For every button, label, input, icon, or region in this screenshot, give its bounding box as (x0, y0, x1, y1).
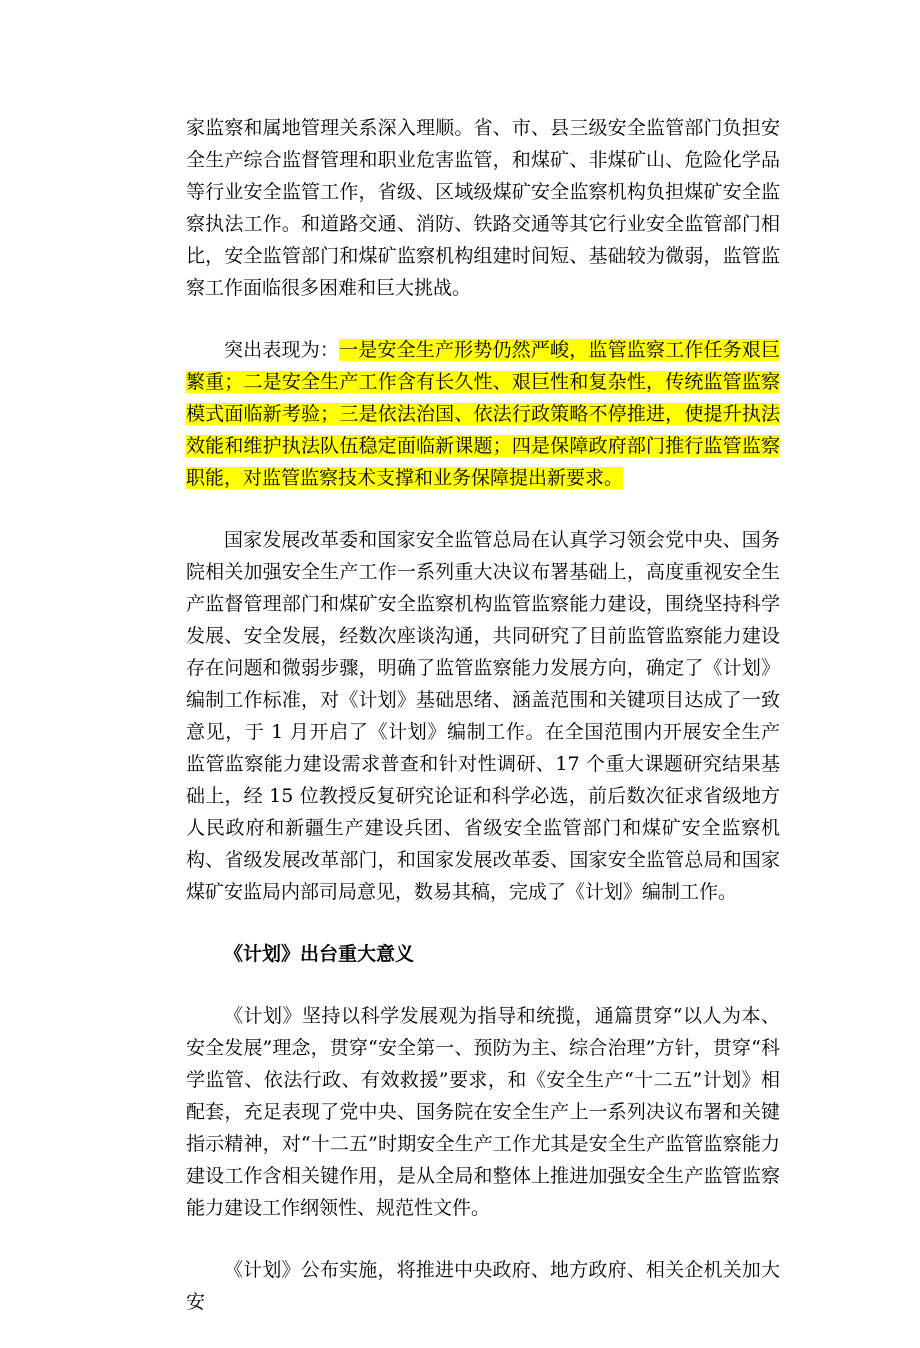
section-heading: 《计划》出台重大意义 (224, 943, 415, 965)
highlighted-text: 一是安全生产形势仍然严峻，监管监察工作任务艰巨繁重；二是安全生产工作含有长久性、艰巨性和复杂性，传统监管监察模式面临新考验；三是依法治国、依法行政策略不停推进，使提升执法效能和维护执法队伍稳定面临新课题；四是保障政府部门推行监管监察职能，对监管监察技术支撑和业务保障提出新要求。 (186, 339, 780, 489)
paragraph-plan-implementation: 《计划》公布实施，将推进中央政府、地方政府、相关企机关加大安 (186, 1259, 780, 1313)
paragraph-prominent-issues (186, 334, 780, 494)
paragraph-lead-text: 突出表现为： (224, 339, 340, 361)
paragraph-supervision-relationship: 家监察和属地管理关系深入理顺。省、市、县三级安全监管部门负担安全生产综合监督管理和职业危害监管，和煤矿、非煤矿山、危险化学品等行业安全监管工作，省级、区域级煤矿安全监察机构负担煤矿安全监察执法工作。和道路交通、消防、铁路交通等其它行业安全监管部门相比，安全监管部门和煤矿监察机构组建时间短、基础较为微弱，监管监察工作面临很多困难和巨大挑战。 (186, 117, 780, 299)
paragraph-plan-compilation: 国家发展改革委和国家安全监管总局在认真学习领会党中央、国务院相关加强安全生产工作一系列重大决议布署基础上，高度重视安全生产监督管理部门和煤矿安全监察机构监管监察能力建设，围绕坚持科学发展、安全发展，经数次座谈沟通，共同研究了目前监管监察能力建设存在问题和微弱步骤，明确了监管监察能力发展方向，确定了《计划》编制工作标准，对《计划》基础思绪、涵盖范围和关键项目达成了一致意见，于 1 月开启了《计划》编制工作。在全国范围内开展安全生产监管监察能力建设需求普查和针对性调研、17 个重大课题研究结果基础上，经 15 位教授反复研究论证和科学必选，前后数次征求省级地方人民政府和新疆生产建设兵团、省级安全监管部门和煤矿安全监察机构、省级发展改革部门，和国家发展改革委、国家安全监管总局和国家煤矿安监局内部司局意见，数易其稿，完成了《计划》编制工作。 (186, 529, 780, 903)
document-body (186, 112, 780, 1348)
paragraph-plan-significance: 《计划》坚持以科学发展观为指导和统揽，通篇贯穿“以人为本、安全发展”理念，贯穿“安全第一、预防为主、综合治理”方针，贯穿“科学监管、依法行政、有效救援”要求，和《安全生产“十二五”计划》相配套，充足表现了党中央、国务院在安全生产上一系列决议布署和关键指示精神，对“十二五”时期安全生产工作尤其是安全生产监管监察能力建设工作含相关键作用，是从全局和整体上推进加强安全生产监管监察能力建设工作纲领性、规范性文件。 (186, 1005, 780, 1219)
